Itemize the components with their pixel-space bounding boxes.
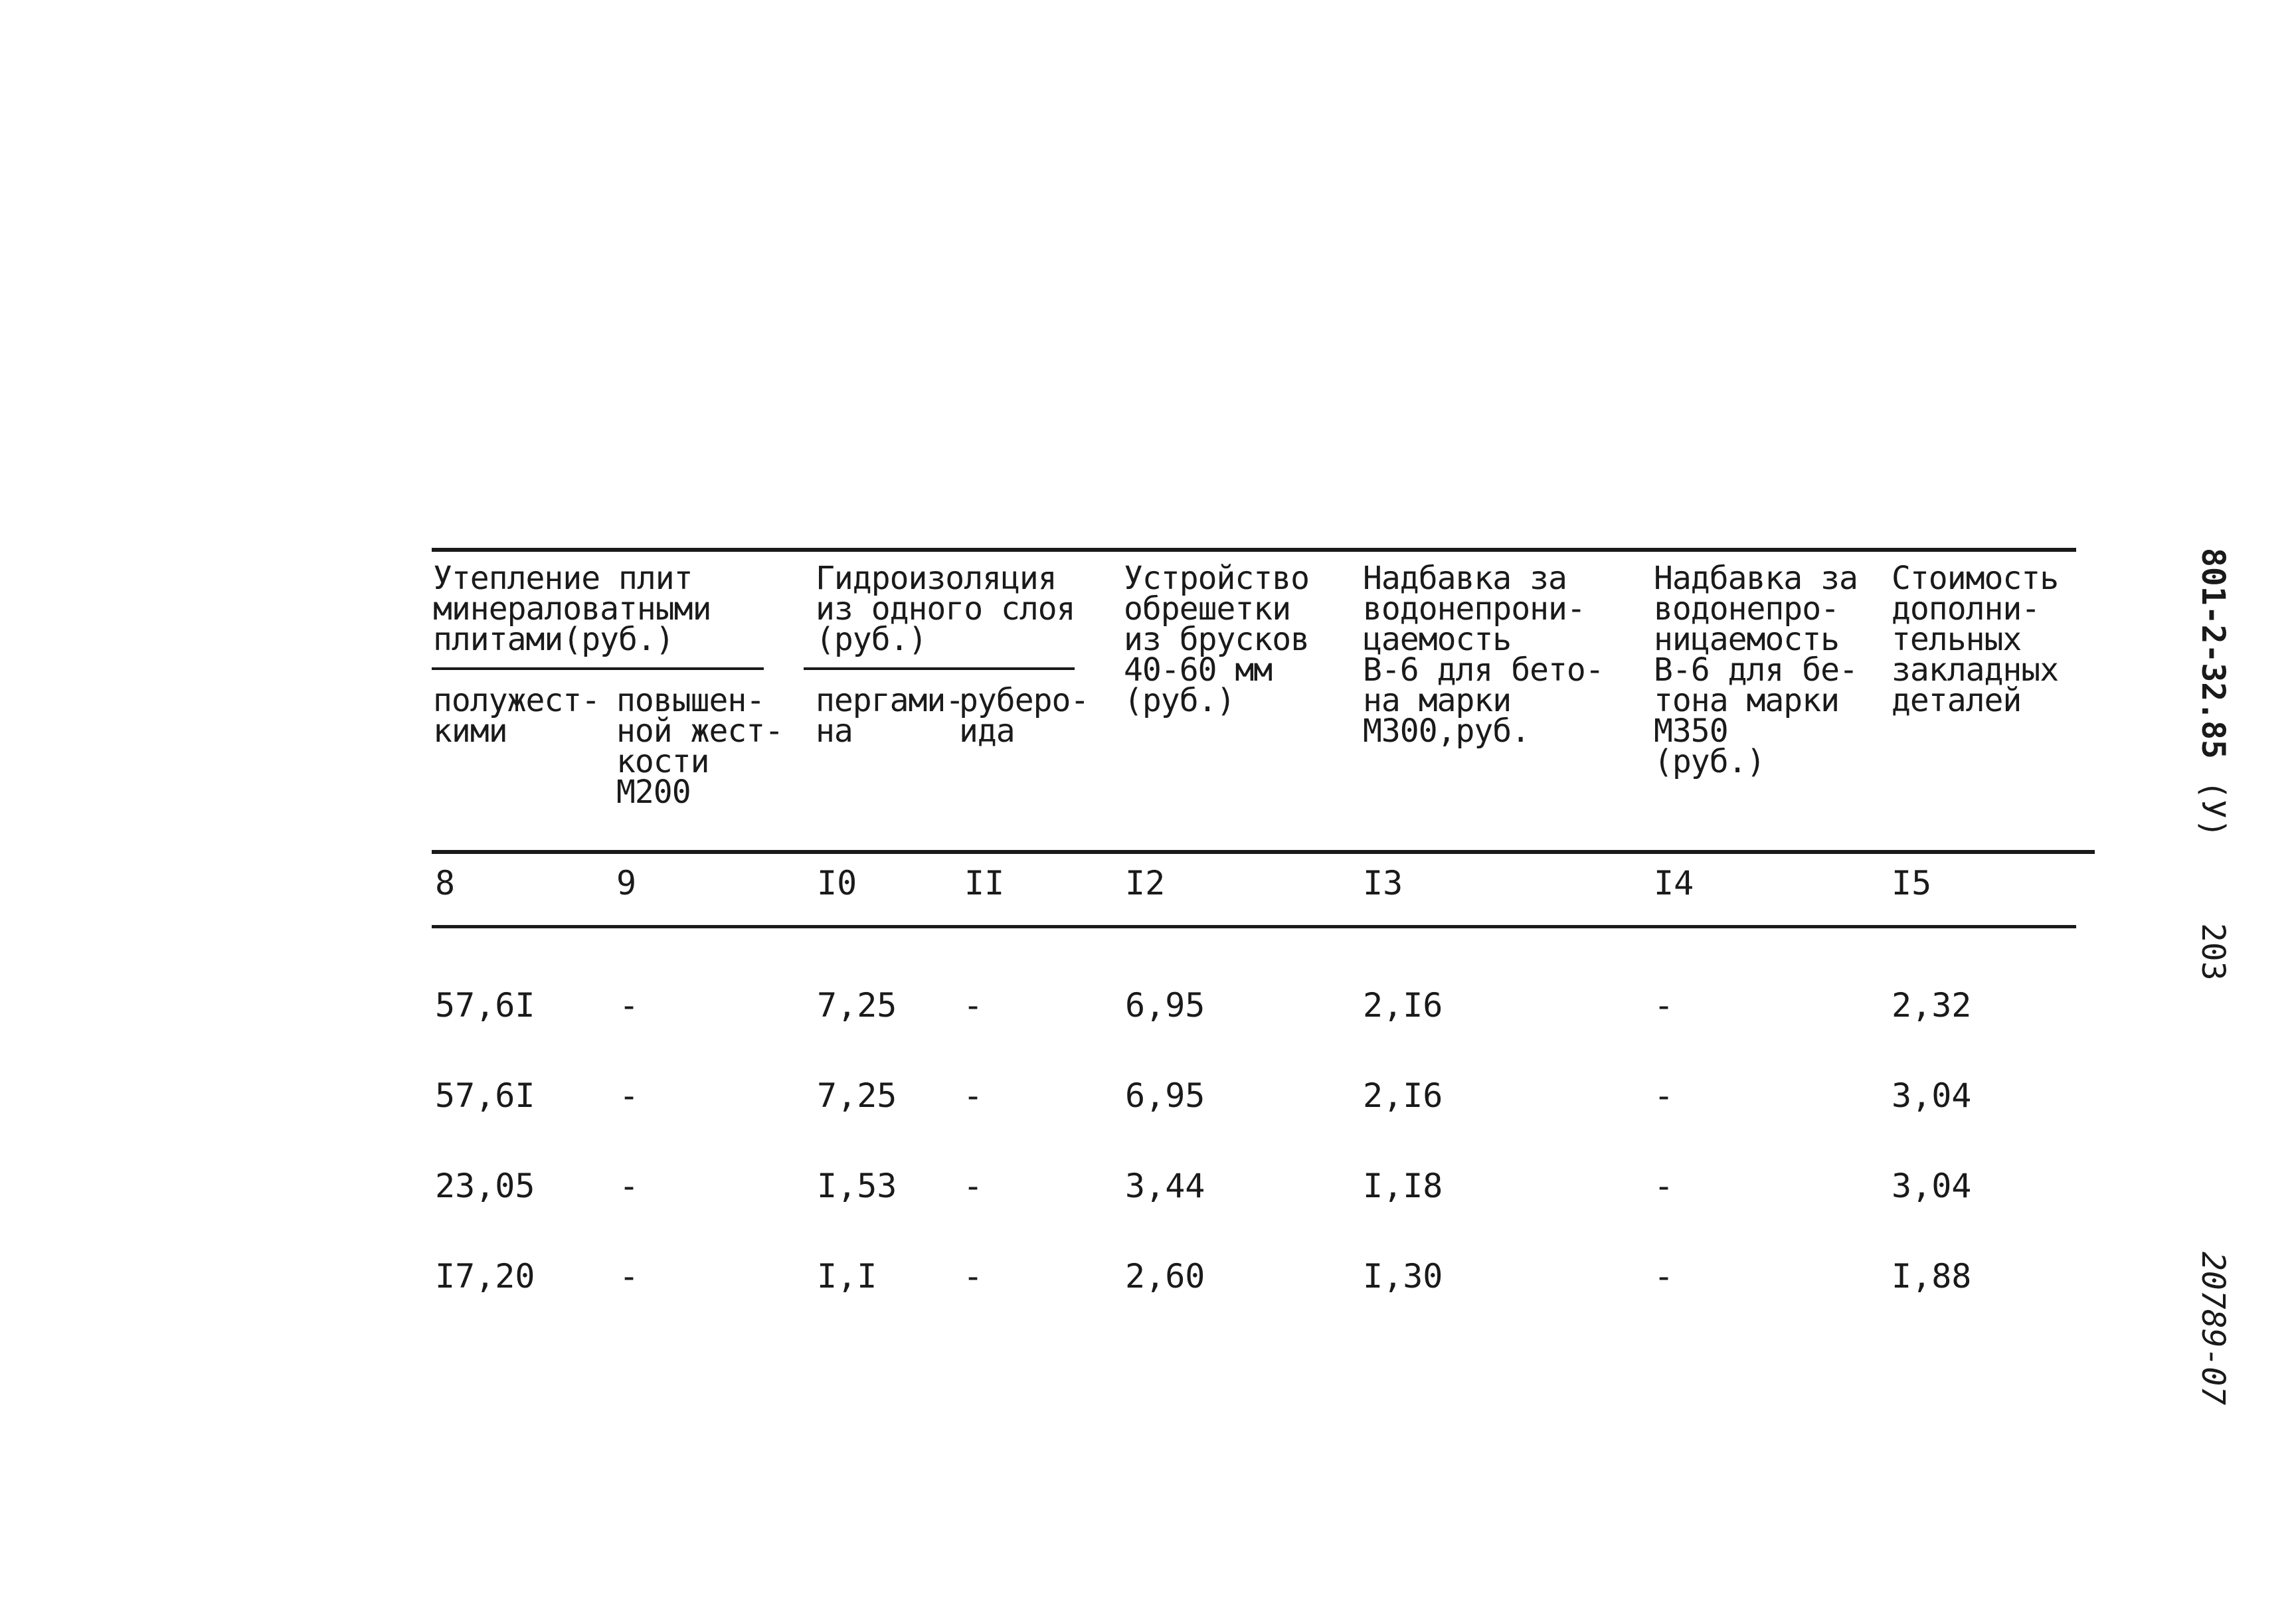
header-surcharge-m300: Надбавка за водонепрони- цаемость В-6 для бето- на марки М300,руб. xyxy=(1363,560,1604,750)
table-cell: 57,6I xyxy=(435,1076,535,1115)
table-cell: 2,I6 xyxy=(1363,1076,1443,1115)
header-insulation-group: Утепление плит минераловатными плитами(руб.) xyxy=(433,560,711,658)
table-cell: - xyxy=(963,1167,984,1205)
table-cell: 6,95 xyxy=(1125,1076,1205,1115)
table-cell: - xyxy=(1654,1167,1674,1205)
table-cell: - xyxy=(1654,986,1674,1025)
header-bottom-rule xyxy=(432,850,2095,854)
table-cell: - xyxy=(619,1167,640,1205)
page-number: 203 xyxy=(2194,923,2232,981)
column-number: I0 xyxy=(817,864,857,902)
header-waterproofing-group: Гидроизоляция из одного слоя (руб.) xyxy=(816,560,1075,658)
table-cell: - xyxy=(619,1257,640,1296)
archive-number: 20789-07 xyxy=(2194,1252,2232,1406)
group2-underline xyxy=(804,667,1075,670)
table-cell: 2,60 xyxy=(1125,1257,1205,1296)
table-top-rule xyxy=(432,548,2076,552)
header-ruberoid: руберо- ида xyxy=(959,682,1089,750)
column-number: I3 xyxy=(1363,864,1403,902)
table-cell: 3,44 xyxy=(1125,1167,1205,1205)
header-high-rigidity: повышен- ной жест- кости М200 xyxy=(616,682,784,811)
table-cell: 6,95 xyxy=(1125,986,1205,1025)
table-cell: - xyxy=(619,1076,640,1115)
document-code: 801-2-32.85 xyxy=(2194,548,2232,759)
header-pergamin: пергами- на xyxy=(816,682,964,750)
table-cell: - xyxy=(1654,1076,1674,1115)
group1-underline xyxy=(432,667,764,670)
table-cell: - xyxy=(963,1076,984,1115)
header-semi-rigid: полужест- кими xyxy=(433,682,600,750)
table-cell: - xyxy=(963,1257,984,1296)
column-number: I4 xyxy=(1654,864,1694,902)
column-number: I2 xyxy=(1125,864,1166,902)
table-cell: 3,04 xyxy=(1892,1076,1972,1115)
table-cell: I,I8 xyxy=(1363,1167,1443,1205)
column-number: 9 xyxy=(616,864,637,902)
table-cell: 2,I6 xyxy=(1363,986,1443,1025)
table-cell: 7,25 xyxy=(817,986,897,1025)
column-number: II xyxy=(964,864,1005,902)
column-number: 8 xyxy=(435,864,456,902)
table-cell: I,I xyxy=(817,1257,877,1296)
document-part: (У) xyxy=(2194,780,2232,838)
numbers-bottom-rule xyxy=(432,925,2076,928)
table-cell: I7,20 xyxy=(435,1257,535,1296)
table-cell: - xyxy=(1654,1257,1674,1296)
table-cell: 3,04 xyxy=(1892,1167,1972,1205)
header-lathing: Устройство обрешетки из брусков 40-60 мм (руб.) xyxy=(1124,560,1309,719)
table-cell: - xyxy=(963,986,984,1025)
table-cell: 23,05 xyxy=(435,1167,535,1205)
header-embedded-parts: Стоимость дополни- тельных закладных деталей xyxy=(1892,560,2059,719)
table-cell: I,88 xyxy=(1892,1257,1972,1296)
table-cell: 2,32 xyxy=(1892,986,1972,1025)
table-cell: 57,6I xyxy=(435,986,535,1025)
table-cell: I,53 xyxy=(817,1167,897,1205)
table-cell: - xyxy=(619,986,640,1025)
column-number: I5 xyxy=(1892,864,1932,902)
table-cell: 7,25 xyxy=(817,1076,897,1115)
table-cell: I,30 xyxy=(1363,1257,1443,1296)
header-surcharge-m350: Надбавка за водонепро- ницаемость В-6 для бе- тона марки М350 (руб.) xyxy=(1654,560,1858,780)
